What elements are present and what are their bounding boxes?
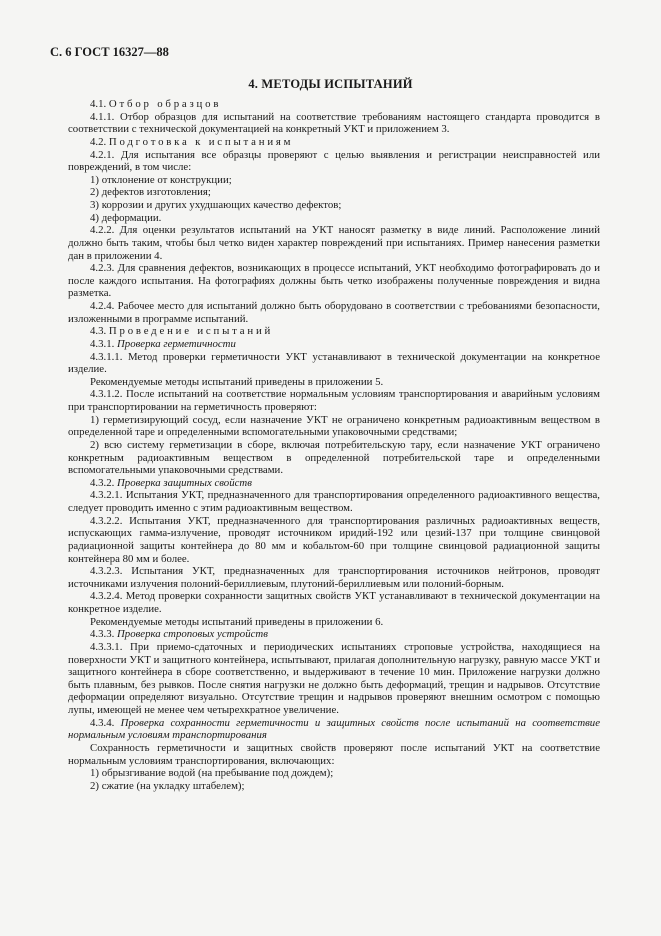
paragraph-number: 4.1. (90, 98, 109, 110)
paragraph: 4) деформации. (90, 211, 162, 224)
paragraph: 3) коррозии и других ухудшающих качество дефектов; (90, 199, 342, 211)
paragraph: 1) герметизирующий сосуд, если назначение УКТ не ограничено конкретным радиоактивным веществом в определенной таре и определенными вспомогательными упаковочными средствами; (68, 413, 600, 439)
paragraph (68, 136, 600, 149)
section-title: 4. МЕТОДЫ ИСПЫТАНИЙ (248, 77, 413, 91)
italic-heading-text: Проверка герметичности (117, 337, 236, 350)
page-header: С. 6 ГОСТ 16327—88 (50, 45, 169, 59)
paragraph (68, 717, 600, 742)
paragraph: 4.3.2.3. Испытания УКТ, предназначенных для транспортирования источников нейтронов, проводят источниками излучения полоний-бериллиевым, плутоний-бериллиевым или полоний-борным. (68, 565, 600, 590)
paragraph: Рекомендуемые методы испытаний приведены в приложении 6. (90, 615, 384, 628)
paragraph (68, 325, 600, 338)
paragraph: 4.3.1.2. После испытаний на соответствие нормальным условиям транспортирования и аварийным условиям при транспортировании на герметичность проверяют: (68, 388, 600, 413)
paragraph: 4.3.2.1. Испытания УКТ, предназначенного для транспортирования определенного радиоактивного вещества, следует проводить именно с этим радиоактивным веществом. (68, 489, 600, 514)
paragraph-number: 4.3.4. (90, 716, 121, 729)
paragraph: 4.2.4. Рабочее место для испытаний должно быть оборудовано в соответствии с требованиями безопасности, изложенными в программе испытаний. (68, 300, 600, 325)
paragraph-number: 4.3.1. (90, 337, 117, 350)
paragraph: 4.1.1. Отбор образцов для испытаний на соответствие требованиям настоящего стандарта проводится в соответствии с технической документацией на конкретный УКТ и приложением 3. (68, 110, 600, 136)
paragraph: 4.3.3.1. При приемо-сдаточных и периодических испытаниях строповые устройства, находящиеся на поверхности УКТ и защитного контейнера, испытывают, прилагая дополнительную нагрузку, равную массе УКТ и защитного контейнера в сборе соответственно, и выдерживают в течение 10 мин. Приложение нагрузки должно быть плавным, без рывков. После снятия нагрузки не должно быть деформаций, трещин и надрывов. Отсутствие деформации определяют визуально. Отсутствие трещин и надрывов проверяют внешним осмотром с помощью лупы, имеющей не менее чем четырехкратное увеличение. (68, 640, 600, 716)
paragraph: Сохранность герметичности и защитных свойств проверяют после испытаний УКТ на соответствие нормальным условиям транспортирования, включающих: (68, 741, 600, 767)
paragraph: 1) отклонение от конструкции; (90, 173, 232, 186)
paragraph (68, 338, 600, 351)
paragraph: 4.2.3. Для сравнения дефектов, возникающих в процессе испытаний, УКТ необходимо фотографировать до и после каждого испытания. На фотографиях должны быть четко изображены полученные повреждения и видна разметка. (68, 262, 600, 300)
paragraph: 4.3.1.1. Метод проверки герметичности УКТ устанавливают в технической документации на конкретное изделие. (68, 350, 600, 376)
paragraph: 4.2.1. Для испытания все образцы проверяют с целью выявления и регистрации неисправностей или повреждений, в том числе: (68, 148, 600, 174)
paragraph-number: 4.3. (90, 325, 109, 338)
italic-heading-text: Проверка защитных свойств (117, 476, 252, 489)
paragraph: 4.2.2. Для оценки результатов испытаний на УКТ наносят разметку в виде линий. Расположение линий должно быть таким, чтобы был четко виден характер повреждений при испытаниях. Пример нанесения разметки дан в приложении 4. (68, 224, 600, 262)
paragraph: 4.3.2.2. Испытания УКТ, предназначенного для транспортирования различных радиоактивных веществ, испускающих гамма-излучение, проводят источником иридий-192 или цезий-137 при толщине свинцовой радиационной защиты контейнера до 80 мм и кобальтом-60 при толщине свинцовой радиационной защиты контейнера 80 мм и более. (68, 514, 600, 565)
paragraph: 2) сжатие (на укладку штабелем); (90, 779, 245, 792)
paragraph (68, 628, 600, 641)
paragraph: Рекомендуемые методы испытаний приведены в приложении 5. (90, 375, 384, 388)
spaced-heading-text: Отбор образцов (108, 98, 222, 110)
italic-heading-text: Проверка сохранности герметичности и защитных свойств после испытаний на соответствие нормальным условиям транспортирования (68, 716, 600, 742)
paragraph: 2) всю систему герметизации в сборе, включая потребительскую тару, если назначение УКТ ограничено конкретным радиоактивным веществом в определенной потребительской таре и определенными вспомогательными упаковочными средствами. (68, 438, 600, 477)
spaced-heading-text: Проведение испытаний (108, 325, 274, 338)
body-text (68, 98, 600, 792)
spaced-heading-text: Подготовка к испытаниям (108, 135, 294, 148)
paragraph: 4.3.2.4. Метод проверки сохранности защитных свойств УКТ устанавливают в технической документации на конкретное изделие. (68, 590, 600, 615)
paragraph: 2) дефектов изготовления; (90, 186, 211, 199)
paragraph-number: 4.3.3. (90, 628, 117, 641)
paragraph-number: 4.2. (90, 135, 109, 148)
paragraph: 1) обрызгивание водой (на пребывание под дождем); (90, 767, 334, 780)
italic-heading-text: Проверка строповых устройств (117, 628, 268, 641)
paragraph (68, 477, 600, 490)
paragraph-number: 4.3.2. (90, 476, 117, 489)
paragraph (68, 98, 600, 111)
